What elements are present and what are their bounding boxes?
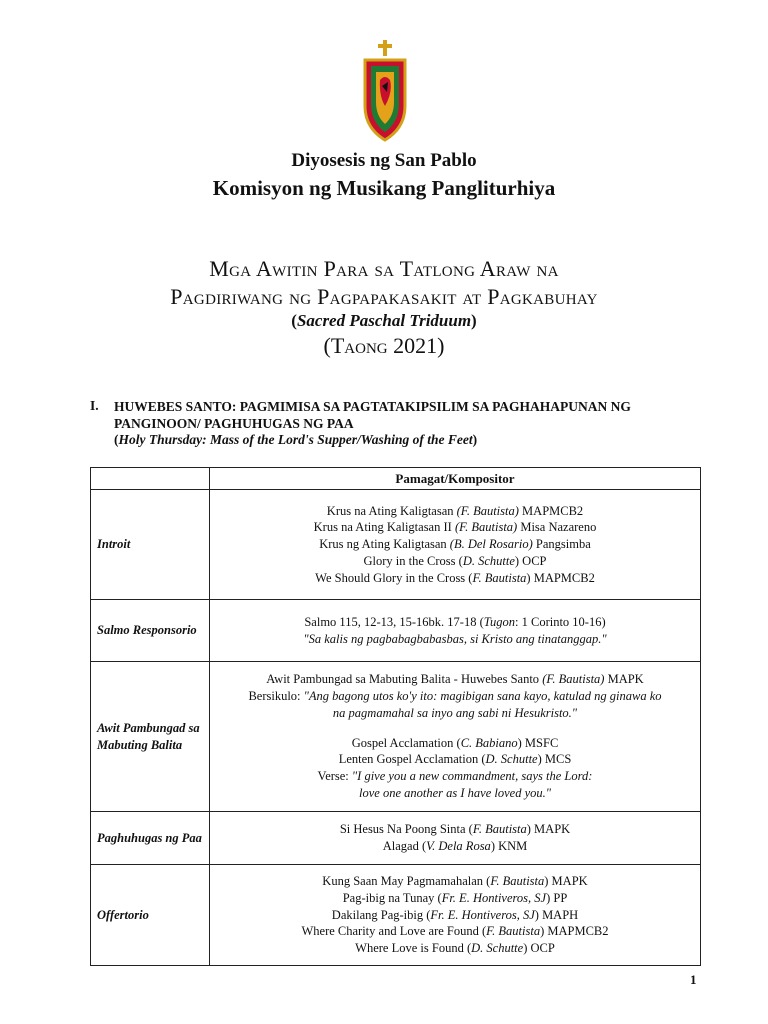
row-songs xyxy=(210,812,701,865)
row-songs xyxy=(210,662,701,812)
song-line: Krus na Ating Kaligtasan II (F. Bautista) Misa Nazareno xyxy=(313,520,597,535)
table-row xyxy=(91,812,701,865)
document-title-line-1: Mga Awitin Para sa Tatlong Araw na xyxy=(209,256,559,281)
song-line: Krus ng Ating Kaligtasan (B. Del Rosario) Pangsimba xyxy=(319,537,591,552)
section-subheading: (Holy Thursday: Mass of the Lord's Supper/Washing of the Feet) xyxy=(114,432,478,447)
table-header-row xyxy=(91,468,701,490)
song-line: Where Love is Found (D. Schutte) OCP xyxy=(355,941,555,956)
song-line: Pag-ibig na Tunay (Fr. E. Hontiveros, SJ) PP xyxy=(342,890,568,905)
table-row xyxy=(91,490,701,600)
document-year: (Taong 2021) xyxy=(323,333,445,358)
song-line: Gospel Acclamation (C. Babiano) MSFC xyxy=(351,735,559,750)
table-row xyxy=(91,865,701,966)
table-header-empty xyxy=(91,468,210,490)
row-songs xyxy=(210,600,701,662)
document-subtitle: (Sacred Paschal Triduum) xyxy=(291,311,477,330)
song-line: "Sa kalis ng pagbabagbabasbas, si Kristo ang tinatanggap." xyxy=(303,631,607,646)
page-number: 1 xyxy=(690,972,697,987)
song-line: Alagad (V. Dela Rosa) KNM xyxy=(382,839,528,853)
section-heading: HUWEBES SANTO: PAGMIMISA SA PAGTATAKIPSILIM SA PAGHAHAPUNAN NG PANGINOON/ PAGHUHUGAS NG PAA xyxy=(114,399,631,431)
table-row xyxy=(91,662,701,812)
song-line: love one another as I have loved you." xyxy=(359,785,551,800)
songs-table xyxy=(90,467,701,966)
row-label: Introit xyxy=(91,490,210,600)
row-label: Awit Pambungad sa Mabuting Balita xyxy=(91,662,210,812)
row-label: Salmo Responsorio xyxy=(91,600,210,662)
song-line: Verse: "I give you a new commandment, says the Lord: xyxy=(317,769,593,784)
table-row xyxy=(91,600,701,662)
spacer xyxy=(210,722,700,735)
song-line: Where Charity and Love are Found (F. Bautista) MAPMCB2 xyxy=(301,924,609,939)
song-line: Bersikulo: "Ang bagong utos ko'y ito: magibigan sana kayo, katulad ng ginawa ko xyxy=(248,689,662,703)
song-line: na pagmamahal sa inyo ang sabi ni Hesukristo." xyxy=(332,705,578,720)
row-songs xyxy=(210,865,701,966)
section-number: I. xyxy=(90,398,99,413)
table-column-header: Pamagat/Kompositor xyxy=(210,468,701,490)
song-line: Si Hesus Na Poong Sinta (F. Bautista) MAPK xyxy=(339,822,571,837)
document-title-line-2: Pagdiriwang ng Pagpapakasakit at Pagkabuhay xyxy=(170,284,598,309)
song-line: Lenten Gospel Acclamation (D. Schutte) MCS xyxy=(338,752,572,767)
song-line: Dakilang Pag-ibig (Fr. E. Hontiveros, SJ) MAPH xyxy=(331,907,579,922)
row-label: Paghuhugas ng Paa xyxy=(91,812,210,865)
song-line: Krus na Ating Kaligtasan (F. Bautista) MAPMCB2 xyxy=(326,503,584,518)
row-label: Offertorio xyxy=(91,865,210,966)
song-line: Awit Pambungad sa Mabuting Balita - Huwebes Santo (F. Bautista) MAPK xyxy=(266,672,644,687)
organization-name: Diyosesis ng San Pablo xyxy=(291,150,477,171)
song-line: Salmo 115, 12-13, 15-16bk. 17-18 (Tugon: 1 Corinto 10-16) xyxy=(304,614,606,629)
commission-name: Komisyon ng Musikang Pangliturhiya xyxy=(212,176,556,200)
row-songs xyxy=(210,490,701,600)
diocese-seal-icon xyxy=(360,36,410,144)
song-line: Kung Saan May Pagmamahalan (F. Bautista) MAPK xyxy=(322,874,588,888)
song-line: We Should Glory in the Cross (F. Bautista) MAPMCB2 xyxy=(315,570,595,585)
song-line: Glory in the Cross (D. Schutte) OCP xyxy=(363,553,547,568)
